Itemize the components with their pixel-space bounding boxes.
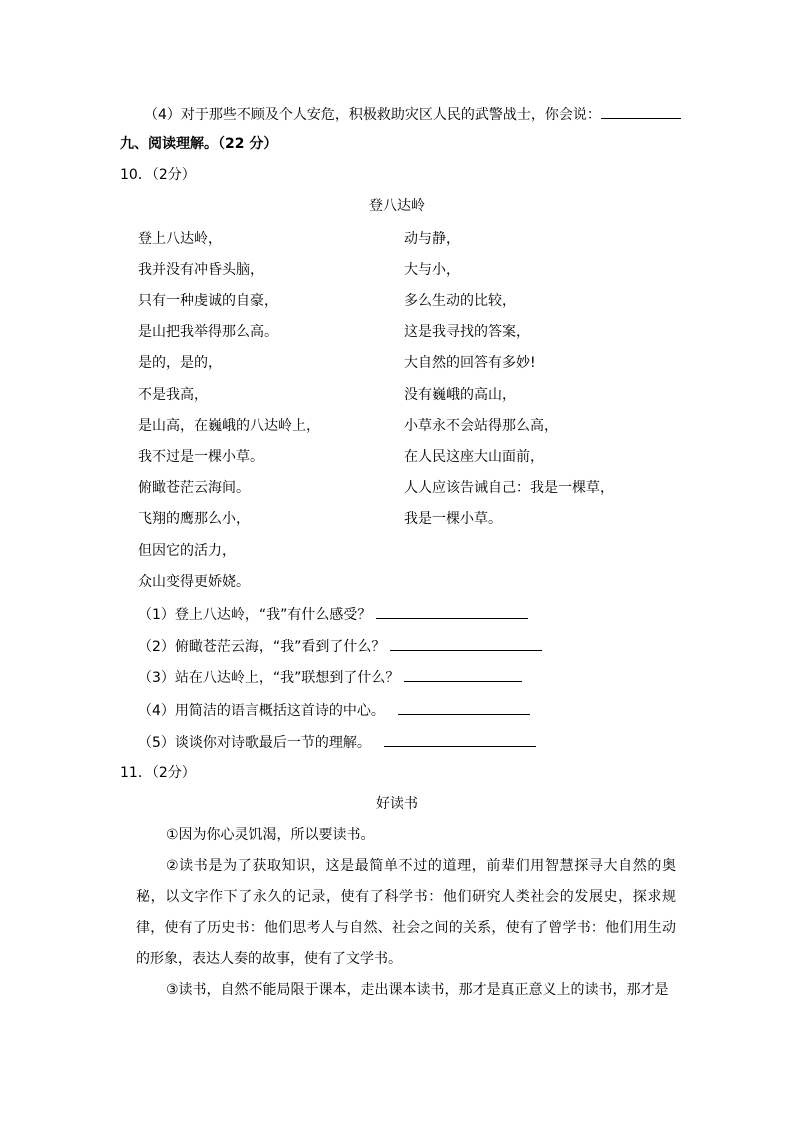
- answer-blank[interactable]: [601, 104, 681, 119]
- poem-line: 小草永不会站得那么高，: [404, 418, 558, 434]
- poem-line: 飞翔的鹰那么小，: [138, 511, 250, 527]
- q9-item-4: [144, 104, 681, 125]
- sub-question-text: （4）用简洁的语言概括这首诗的中心。: [138, 703, 385, 719]
- poem-line: 不是我高，: [138, 387, 208, 403]
- poem-line: 人人应该告诫自己：我是一棵草，: [404, 480, 614, 496]
- answer-blank[interactable]: [384, 732, 536, 747]
- answer-blank[interactable]: [404, 667, 522, 682]
- paragraph-3: ③读书，自然不能局限于课本，走出课本读书，那才是真正意义上的读书，那才是: [166, 982, 669, 998]
- answer-blank[interactable]: [398, 700, 530, 715]
- article-title: 好读书: [376, 796, 418, 812]
- poem-line: 众山变得更娇娆。: [138, 574, 250, 590]
- poem-line: 是山把我举得那么高。: [138, 324, 278, 340]
- sub-question-1: [138, 604, 528, 625]
- question-11-label: 11．（2分）: [120, 765, 196, 781]
- sub-question-3: [138, 667, 522, 688]
- section-heading: 九、阅读理解。（22 分）: [120, 136, 278, 152]
- poem-line: 俯瞰苍茫云海间。: [138, 480, 250, 496]
- sub-question-text: （3）站在八达岭上，“我”联想到了什么？: [138, 670, 400, 686]
- sub-question-2: [138, 636, 542, 657]
- poem-line: 大自然的回答有多妙!: [404, 355, 536, 371]
- paragraph-1: ①因为你心灵饥渴，所以要读书。: [166, 827, 375, 843]
- sub-question-4: [138, 700, 530, 721]
- poem-line: 是山高，在巍峨的八达岭上，: [138, 418, 320, 434]
- answer-blank[interactable]: [390, 636, 542, 651]
- poem-line: 大与小，: [404, 262, 460, 278]
- paragraph-2: ②读书是为了获取知识，这是最简单不过的道理，前辈们用智慧探寻大自然的奥秘，以文字作下了永久的记录，使有了科学书：他们研究人类社会的发展史，探求规律，使有了历史书：他们思考人与自然、社会之间的关系，使有了曾学书：他们用生动的形象，表达人奏的故事，使有了文学书。: [136, 858, 676, 967]
- poem-line: 登上八达岭，: [138, 231, 222, 247]
- poem-line: 我并没有冲昏头脑，: [138, 262, 264, 278]
- poem-line: 没有巍峨的高山，: [404, 387, 516, 403]
- question-10-label: 10．（2分）: [120, 167, 196, 183]
- poem-line: 在人民这座大山面前，: [404, 449, 544, 465]
- answer-blank[interactable]: [376, 604, 528, 619]
- poem-line: 这是我寻找的答案，: [404, 324, 530, 340]
- sub-question-text: （2）俯瞰苍茫云海，“我”看到了什么？: [138, 639, 386, 655]
- poem-line: 但因它的活力，: [138, 543, 236, 559]
- poem-line: 我不过是一棵小草。: [138, 449, 264, 465]
- poem-line: 我是一棵小草。: [404, 511, 502, 527]
- sub-question-5: [138, 732, 536, 753]
- poem-line: 动与静，: [404, 231, 460, 247]
- poem-line: 是的，是的，: [138, 355, 222, 371]
- poem-line: 多么生动的比较，: [404, 293, 516, 309]
- sub-question-text: （5）谈谈你对诗歌最后一节的理解。: [138, 735, 371, 751]
- poem-line: 只有一种虔诚的自豪，: [138, 293, 278, 309]
- poem-title: 登八达岭: [369, 198, 425, 214]
- q9-item-4-text: （4）对于那些不顾及个人安危，积极救助灾区人民的武警战士，你会说：: [144, 107, 601, 123]
- sub-question-text: （1）登上八达岭，“我”有什么感受？: [138, 607, 372, 623]
